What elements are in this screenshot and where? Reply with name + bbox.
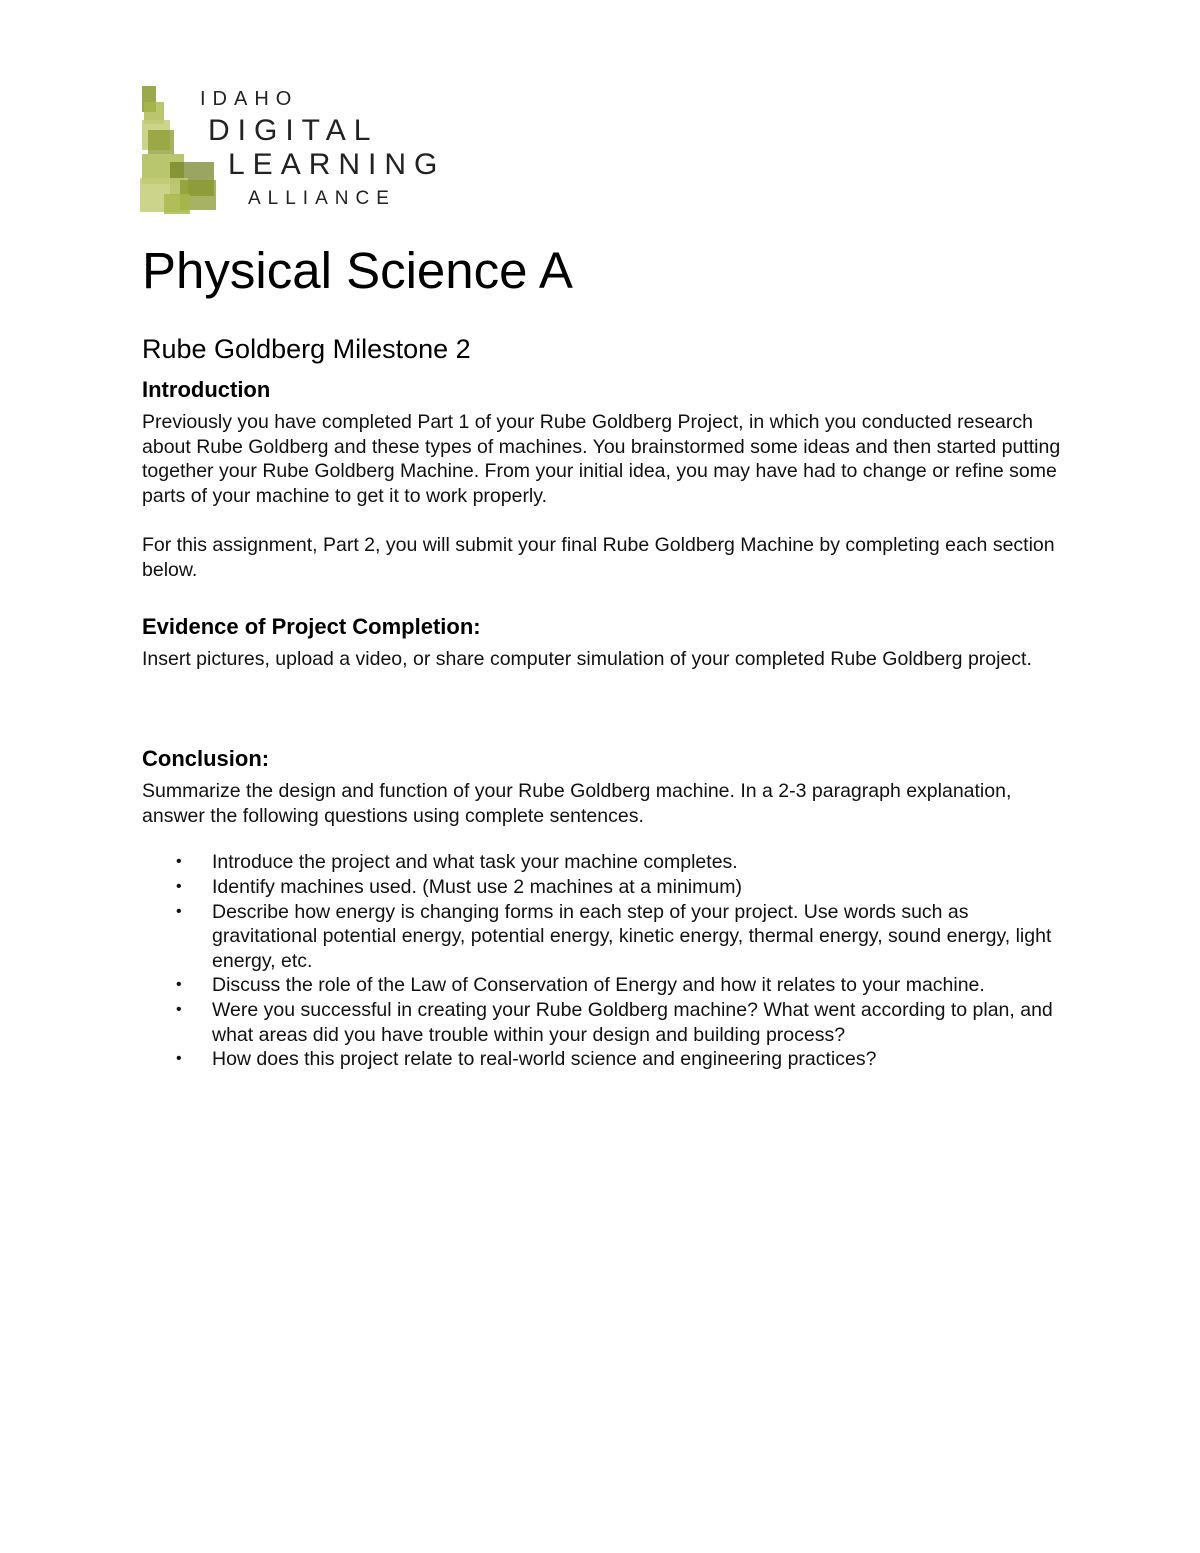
logo-text-learning: LEARNING bbox=[228, 148, 446, 181]
logo-text-digital: DIGITAL bbox=[208, 114, 379, 147]
logo-square bbox=[164, 194, 190, 214]
introduction-heading: Introduction bbox=[142, 377, 271, 402]
list-item bbox=[142, 875, 1072, 900]
list-item-text: Were you successful in creating your Rube Goldberg machine? What went according to plan, and what areas did you have trouble within your design and building process? bbox=[212, 998, 1053, 1046]
bullet-icon: • bbox=[176, 853, 182, 871]
list-item-text: Introduce the project and what task your machine completes. bbox=[212, 851, 738, 874]
assignment-paragraph: For this assignment, Part 2, you will submit your final Rube Goldberg Machine by completing each section below. bbox=[142, 534, 1055, 581]
logo-text-alliance: ALLIANCE bbox=[248, 188, 396, 209]
list-item bbox=[142, 973, 1072, 998]
list-item bbox=[142, 1047, 1072, 1072]
list-item bbox=[142, 850, 1072, 875]
list-item bbox=[142, 900, 1072, 974]
bullet-icon: • bbox=[176, 902, 182, 920]
bullet-icon: • bbox=[176, 976, 182, 994]
evidence-heading: Evidence of Project Completion: bbox=[142, 613, 481, 639]
list-item-text: Discuss the role of the Law of Conservation of Energy and how it relates to your machine. bbox=[212, 974, 985, 997]
list-item-text: Describe how energy is changing forms in each step of your project. Use words such as gravitational potential energy, potential energy, kinetic energy, thermal energy, sound energy, light energy, etc. bbox=[212, 900, 1052, 972]
bullet-icon: • bbox=[176, 1000, 182, 1018]
conclusion-questions-list bbox=[142, 850, 1072, 1071]
conclusion-heading: Conclusion: bbox=[142, 746, 270, 772]
introduction-paragraph: Previously you have completed Part 1 of your Rube Goldberg Project, in which you conducted research about Rube Goldberg and these types of machines. You brainstormed some ideas and then started putting together your Rube Goldberg Machine. From your initial idea, you may have had to change or refine some parts of your machine to get it to work properly. bbox=[142, 411, 1061, 507]
conclusion-paragraph: Summarize the design and function of your Rube Goldberg machine. In a 2-3 paragraph explanation, answer the following questions using complete sentences. bbox=[142, 780, 1012, 827]
idaho-digital-learning-alliance-logo bbox=[140, 84, 470, 216]
evidence-paragraph: Insert pictures, upload a video, or share computer simulation of your completed Rube Goldberg project. bbox=[142, 647, 1032, 670]
list-item-text: Identify machines used. (Must use 2 machines at a minimum) bbox=[212, 875, 742, 898]
list-item bbox=[142, 998, 1072, 1047]
list-item-text: How does this project relate to real-world science and engineering practices? bbox=[212, 1048, 877, 1071]
logo-text-idaho: IDAHO bbox=[200, 88, 299, 110]
document-body bbox=[142, 240, 1072, 1072]
milestone-title: Rube Goldberg Milestone 2 bbox=[142, 334, 471, 364]
bullet-icon: • bbox=[176, 877, 182, 895]
course-title: Physical Science A bbox=[142, 242, 573, 299]
bullet-icon: • bbox=[176, 1050, 182, 1068]
logo-square bbox=[148, 130, 174, 154]
